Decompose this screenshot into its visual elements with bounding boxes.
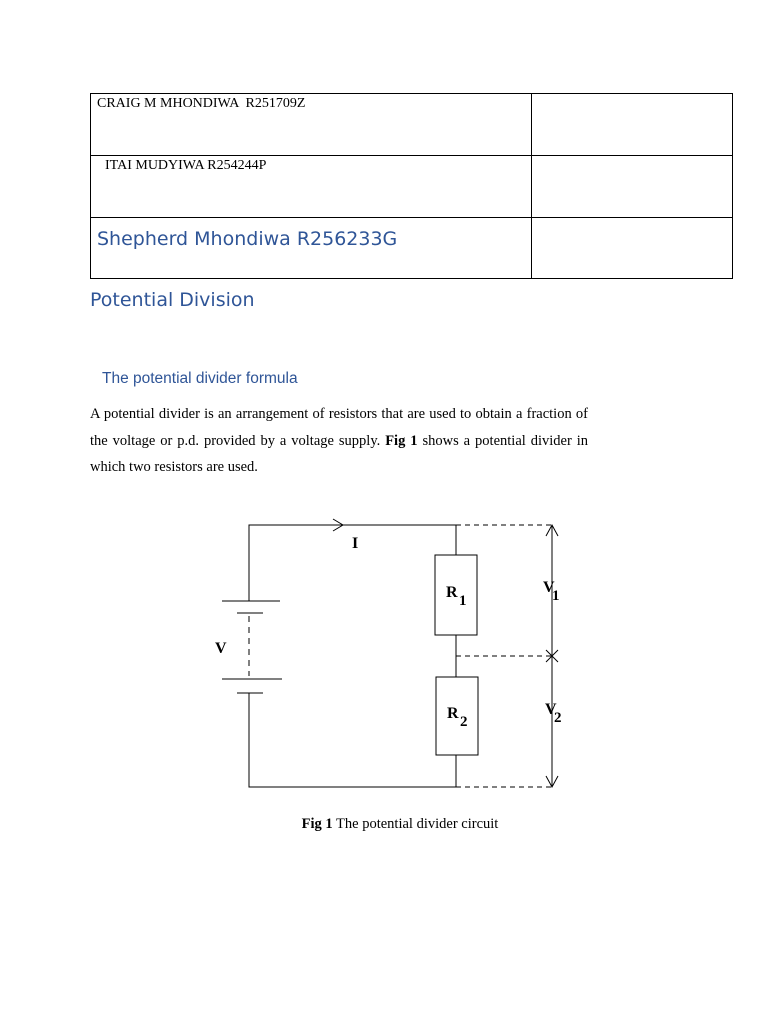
r1-subscript: 1 (459, 593, 467, 609)
caption-text: The potential divider circuit (332, 816, 499, 832)
wire-bottom-left (249, 693, 456, 787)
v1-subscript: 1 (552, 588, 560, 604)
empty-cell (532, 94, 733, 156)
names-table (90, 93, 733, 279)
potential-divider-circuit-diagram (200, 510, 580, 800)
paragraph-text-start: A potential divider is an arrangement of resistors that are used to obtain a fraction of the voltage or p.d. provided by a voltage supply. (90, 406, 588, 449)
figure-caption (0, 816, 768, 833)
name-cell (91, 218, 532, 279)
paragraph-text-end: shows a potential divider in which two resistors are used. (90, 432, 589, 475)
body-paragraph (90, 401, 588, 481)
table-row (91, 156, 733, 218)
name-cell (91, 94, 532, 156)
v1-label: V (543, 579, 555, 596)
section-heading: Potential Division (90, 289, 255, 311)
empty-cell (532, 218, 733, 279)
paragraph-fig-ref: Fig 1 (385, 432, 418, 449)
v2-subscript: 2 (554, 710, 562, 726)
r1-label: R (446, 584, 458, 601)
current-label: I (352, 535, 359, 552)
supply-voltage-label: V (215, 640, 227, 657)
subsection-heading: The potential divider formula (102, 370, 298, 387)
v2-label: V (545, 701, 557, 718)
name-cell (91, 156, 532, 218)
student-name-1: CRAIG M MHONDIWA R251709Z (97, 96, 306, 111)
r2-label: R (447, 705, 459, 722)
table-row (91, 218, 733, 279)
caption-fig-ref: Fig 1 (301, 816, 333, 832)
student-name-2: ITAI MUDYIWA R254244P (105, 158, 267, 173)
table-row (91, 94, 733, 156)
student-name-3: Shepherd Mhondiwa R256233G (97, 228, 398, 250)
r2-subscript: 2 (460, 714, 468, 730)
empty-cell (532, 156, 733, 218)
